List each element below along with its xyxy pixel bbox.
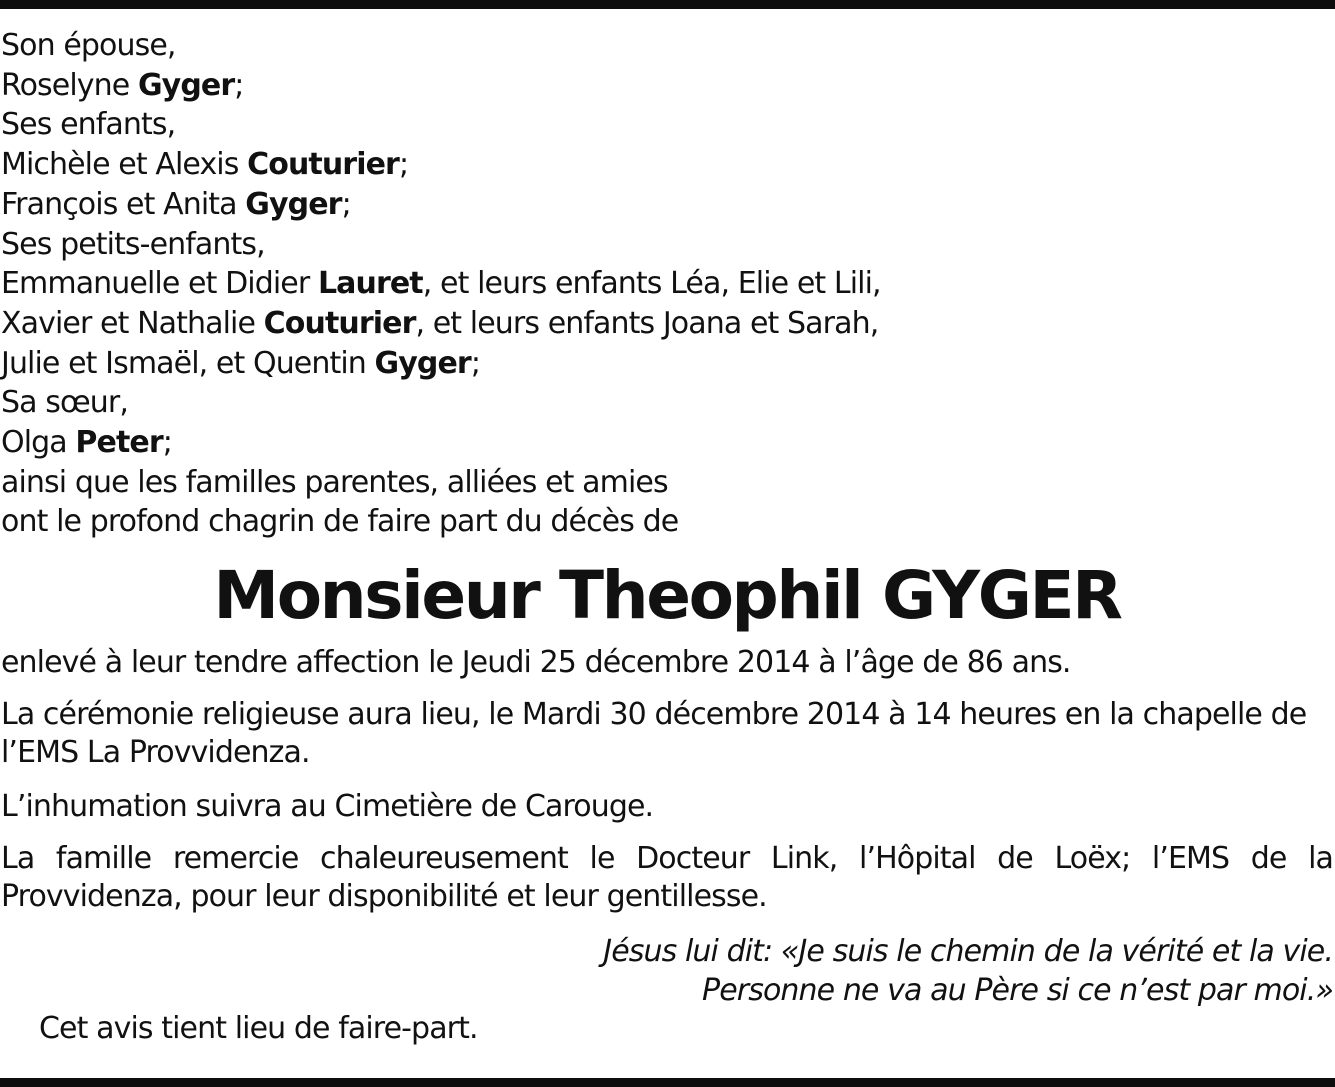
top-rule [0, 0, 1335, 9]
family-line: Xavier et Nathalie Couturier, et leurs enfants Joana et Sarah, [1, 305, 879, 341]
burial-paragraph: L’inhumation suivra au Cimetière de Carouge. [1, 789, 654, 825]
family-line: Julie et Ismaël, et Quentin Gyger; [1, 345, 481, 381]
family-list [1, 26, 1333, 542]
family-line: François et Anita Gyger; [1, 186, 351, 222]
scripture-quote [1, 932, 1333, 1010]
family-line: Sa sœur, [1, 385, 128, 421]
family-line: Ses petits-enfants, [1, 226, 265, 262]
family-line: Roselyne Gyger; [1, 67, 244, 103]
obituary-notice [1, 26, 1333, 1048]
quote-line-2: Personne ne va au Père si ce n’est par moi.» [702, 973, 1333, 1009]
family-line: ont le profond chagrin de faire part du décès de [1, 504, 679, 540]
family-line: ainsi que les familles parentes, alliées et amies [1, 464, 668, 500]
notice-line: Cet avis tient lieu de faire-part. [39, 1011, 478, 1047]
family-line: Ses enfants, [1, 107, 176, 143]
family-line: Olga Peter; [1, 425, 172, 461]
family-line: Emmanuelle et Didier Lauret, et leurs enfants Léa, Elie et Lili, [1, 266, 881, 302]
ceremony-paragraph: La cérémonie religieuse aura lieu, le Mardi 30 décembre 2014 à 14 heures en la chapelle de l’EMS La Provvidenza. [1, 697, 1307, 771]
bottom-rule [0, 1078, 1335, 1087]
death-paragraph: enlevé à leur tendre affection le Jeudi 25 décembre 2014 à l’âge de 86 ans. [1, 645, 1071, 681]
quote-line-1: Jésus lui dit: «Je suis le chemin de la vérité et la vie. [603, 934, 1333, 970]
family-line: Son épouse, [1, 28, 176, 63]
deceased-name: Monsieur Theophil GYGER [213, 557, 1121, 635]
family-line: Michèle et Alexis Couturier; [1, 147, 409, 183]
thanks-paragraph: La famille remercie chaleureusement le Docteur Link, l’Hôpital de Loëx; l’EMS de la Provvidenza, pour leur disponibilité et leur gentillesse. [1, 841, 1333, 915]
